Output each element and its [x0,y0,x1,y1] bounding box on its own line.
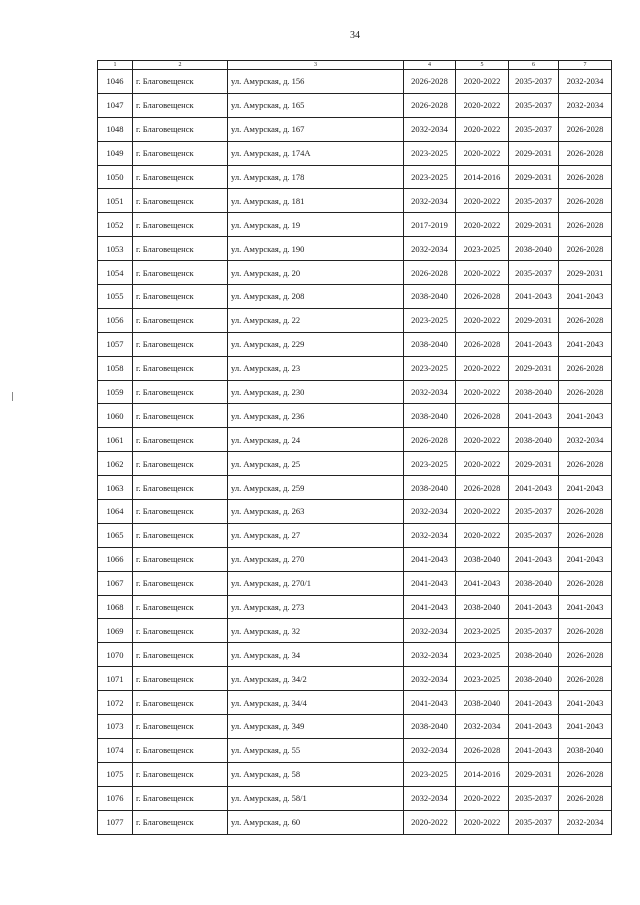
table-row [98,261,612,285]
table-row [98,428,612,452]
table-row [98,667,612,691]
city-cell: г. Благовещенск [133,237,228,261]
column-number: 5 [456,61,509,70]
address-cell: ул. Амурская, д. 174А [228,141,404,165]
row-number: 1068 [98,595,133,619]
address-cell: ул. Амурская, д. 259 [228,476,404,500]
period-col5-cell: 2020-2022 [456,93,509,117]
table-row [98,762,612,786]
period-col7-cell: 2041-2043 [559,404,612,428]
period-col4-cell: 2041-2043 [404,691,456,715]
period-col7-cell: 2041-2043 [559,332,612,356]
address-cell: ул. Амурская, д. 23 [228,356,404,380]
city-cell: г. Благовещенск [133,189,228,213]
table-row [98,237,612,261]
city-cell: г. Благовещенск [133,141,228,165]
table-row [98,404,612,428]
address-cell: ул. Амурская, д. 19 [228,213,404,237]
address-cell: ул. Амурская, д. 55 [228,738,404,762]
address-cell: ул. Амурская, д. 236 [228,404,404,428]
period-col7-cell: 2026-2028 [559,117,612,141]
period-col5-cell: 2020-2022 [456,308,509,332]
city-cell: г. Благовещенск [133,404,228,428]
period-col7-cell: 2026-2028 [559,356,612,380]
period-col4-cell: 2038-2040 [404,332,456,356]
address-cell: ул. Амурская, д. 60 [228,810,404,834]
period-col4-cell: 2032-2034 [404,643,456,667]
period-col7-cell: 2026-2028 [559,523,612,547]
period-col4-cell: 2032-2034 [404,380,456,404]
period-col4-cell: 2032-2034 [404,738,456,762]
period-col6-cell: 2035-2037 [509,500,559,524]
period-col6-cell: 2038-2040 [509,667,559,691]
table-row [98,810,612,834]
city-cell: г. Благовещенск [133,356,228,380]
row-number: 1073 [98,715,133,739]
row-number: 1067 [98,571,133,595]
city-cell: г. Благовещенск [133,93,228,117]
period-col6-cell: 2029-2031 [509,356,559,380]
period-col6-cell: 2041-2043 [509,547,559,571]
column-number: 7 [559,61,612,70]
period-col5-cell: 2026-2028 [456,404,509,428]
column-number: 4 [404,61,456,70]
table-row [98,308,612,332]
period-col7-cell: 2032-2034 [559,428,612,452]
period-col5-cell: 2023-2025 [456,619,509,643]
period-col4-cell: 2032-2034 [404,237,456,261]
period-col5-cell: 2038-2040 [456,547,509,571]
row-number: 1071 [98,667,133,691]
address-cell: ул. Амурская, д. 229 [228,332,404,356]
period-col7-cell: 2041-2043 [559,595,612,619]
period-col7-cell: 2032-2034 [559,810,612,834]
period-col5-cell: 2014-2016 [456,762,509,786]
address-cell: ул. Амурская, д. 27 [228,523,404,547]
period-col7-cell: 2026-2028 [559,786,612,810]
period-col7-cell: 2041-2043 [559,691,612,715]
period-col5-cell: 2020-2022 [456,356,509,380]
period-col5-cell: 2020-2022 [456,452,509,476]
period-col4-cell: 2038-2040 [404,476,456,500]
table-row [98,643,612,667]
period-col4-cell: 2041-2043 [404,547,456,571]
address-cell: ул. Амурская, д. 25 [228,452,404,476]
period-col4-cell: 2026-2028 [404,70,456,94]
address-cell: ул. Амурская, д. 270 [228,547,404,571]
period-col7-cell: 2026-2028 [559,237,612,261]
period-col6-cell: 2038-2040 [509,643,559,667]
period-col6-cell: 2035-2037 [509,261,559,285]
row-number: 1076 [98,786,133,810]
period-col5-cell: 2020-2022 [456,141,509,165]
table-row [98,691,612,715]
row-number: 1059 [98,380,133,404]
address-cell: ул. Амурская, д. 156 [228,70,404,94]
table-row [98,380,612,404]
period-col6-cell: 2041-2043 [509,476,559,500]
row-number: 1053 [98,237,133,261]
period-col6-cell: 2041-2043 [509,332,559,356]
table-row [98,356,612,380]
period-col7-cell: 2041-2043 [559,476,612,500]
period-col7-cell: 2026-2028 [559,141,612,165]
period-col5-cell: 2023-2025 [456,237,509,261]
table-row [98,70,612,94]
period-col4-cell: 2032-2034 [404,117,456,141]
row-number: 1069 [98,619,133,643]
row-number: 1050 [98,165,133,189]
column-number: 2 [133,61,228,70]
period-col5-cell: 2020-2022 [456,213,509,237]
period-col6-cell: 2035-2037 [509,786,559,810]
period-col4-cell: 2017-2019 [404,213,456,237]
period-col4-cell: 2038-2040 [404,404,456,428]
address-cell: ул. Амурская, д. 34/4 [228,691,404,715]
city-cell: г. Благовещенск [133,595,228,619]
row-number: 1052 [98,213,133,237]
table-row [98,285,612,309]
row-number: 1049 [98,141,133,165]
period-col5-cell: 2020-2022 [456,117,509,141]
row-number: 1056 [98,308,133,332]
scan-artifact [12,392,13,401]
period-col5-cell: 2032-2034 [456,715,509,739]
period-col6-cell: 2035-2037 [509,93,559,117]
city-cell: г. Благовещенск [133,547,228,571]
period-col6-cell: 2029-2031 [509,452,559,476]
column-number: 1 [98,61,133,70]
period-col6-cell: 2035-2037 [509,619,559,643]
column-number-row [98,61,612,70]
period-col6-cell: 2038-2040 [509,428,559,452]
period-col5-cell: 2026-2028 [456,738,509,762]
address-cell: ул. Амурская, д. 22 [228,308,404,332]
period-col7-cell: 2026-2028 [559,667,612,691]
address-cell: ул. Амурская, д. 20 [228,261,404,285]
city-cell: г. Благовещенск [133,70,228,94]
period-col7-cell: 2038-2040 [559,738,612,762]
period-col4-cell: 2041-2043 [404,595,456,619]
table-row [98,500,612,524]
address-cell: ул. Амурская, д. 178 [228,165,404,189]
table-row [98,452,612,476]
registry-table-body [98,61,612,835]
period-col6-cell: 2041-2043 [509,691,559,715]
period-col6-cell: 2035-2037 [509,189,559,213]
row-number: 1051 [98,189,133,213]
row-number: 1060 [98,404,133,428]
row-number: 1062 [98,452,133,476]
page-number: 34 [350,30,360,41]
table-row [98,547,612,571]
address-cell: ул. Амурская, д. 230 [228,380,404,404]
period-col5-cell: 2020-2022 [456,380,509,404]
period-col4-cell: 2023-2025 [404,308,456,332]
address-cell: ул. Амурская, д. 208 [228,285,404,309]
period-col4-cell: 2023-2025 [404,762,456,786]
period-col4-cell: 2026-2028 [404,428,456,452]
period-col6-cell: 2035-2037 [509,523,559,547]
period-col7-cell: 2041-2043 [559,547,612,571]
period-col4-cell: 2032-2034 [404,667,456,691]
period-col4-cell: 2032-2034 [404,189,456,213]
address-cell: ул. Амурская, д. 190 [228,237,404,261]
period-col7-cell: 2041-2043 [559,285,612,309]
city-cell: г. Благовещенск [133,332,228,356]
row-number: 1072 [98,691,133,715]
table-row [98,738,612,762]
period-col4-cell: 2023-2025 [404,141,456,165]
period-col6-cell: 2029-2031 [509,213,559,237]
period-col6-cell: 2029-2031 [509,165,559,189]
period-col4-cell: 2032-2034 [404,523,456,547]
period-col6-cell: 2038-2040 [509,380,559,404]
period-col5-cell: 2041-2043 [456,571,509,595]
period-col5-cell: 2038-2040 [456,595,509,619]
city-cell: г. Благовещенск [133,762,228,786]
period-col6-cell: 2029-2031 [509,762,559,786]
table-row [98,571,612,595]
period-col6-cell: 2035-2037 [509,810,559,834]
period-col7-cell: 2026-2028 [559,308,612,332]
city-cell: г. Благовещенск [133,285,228,309]
row-number: 1065 [98,523,133,547]
period-col5-cell: 2026-2028 [456,476,509,500]
city-cell: г. Благовещенск [133,571,228,595]
period-col7-cell: 2032-2034 [559,93,612,117]
period-col6-cell: 2041-2043 [509,595,559,619]
registry-table [97,60,612,835]
city-cell: г. Благовещенск [133,428,228,452]
address-cell: ул. Амурская, д. 58/1 [228,786,404,810]
period-col7-cell: 2026-2028 [559,213,612,237]
period-col4-cell: 2032-2034 [404,500,456,524]
row-number: 1074 [98,738,133,762]
period-col6-cell: 2041-2043 [509,404,559,428]
table-row [98,141,612,165]
period-col6-cell: 2035-2037 [509,117,559,141]
row-number: 1055 [98,285,133,309]
address-cell: ул. Амурская, д. 58 [228,762,404,786]
city-cell: г. Благовещенск [133,165,228,189]
city-cell: г. Благовещенск [133,476,228,500]
table-row [98,595,612,619]
city-cell: г. Благовещенск [133,308,228,332]
row-number: 1061 [98,428,133,452]
period-col7-cell: 2026-2028 [559,380,612,404]
period-col7-cell: 2026-2028 [559,619,612,643]
column-number: 6 [509,61,559,70]
period-col5-cell: 2026-2028 [456,332,509,356]
row-number: 1048 [98,117,133,141]
address-cell: ул. Амурская, д. 34/2 [228,667,404,691]
address-cell: ул. Амурская, д. 24 [228,428,404,452]
period-col4-cell: 2026-2028 [404,93,456,117]
table-row [98,332,612,356]
city-cell: г. Благовещенск [133,667,228,691]
period-col7-cell: 2032-2034 [559,70,612,94]
period-col7-cell: 2026-2028 [559,571,612,595]
row-number: 1046 [98,70,133,94]
period-col5-cell: 2020-2022 [456,786,509,810]
address-cell: ул. Амурская, д. 263 [228,500,404,524]
address-cell: ул. Амурская, д. 273 [228,595,404,619]
period-col6-cell: 2029-2031 [509,141,559,165]
period-col5-cell: 2026-2028 [456,285,509,309]
row-number: 1058 [98,356,133,380]
address-cell: ул. Амурская, д. 167 [228,117,404,141]
city-cell: г. Благовещенск [133,619,228,643]
period-col6-cell: 2041-2043 [509,715,559,739]
row-number: 1070 [98,643,133,667]
period-col4-cell: 2026-2028 [404,261,456,285]
period-col5-cell: 2038-2040 [456,691,509,715]
row-number: 1047 [98,93,133,117]
table-row [98,117,612,141]
address-cell: ул. Амурская, д. 32 [228,619,404,643]
city-cell: г. Благовещенск [133,500,228,524]
period-col7-cell: 2026-2028 [559,500,612,524]
city-cell: г. Благовещенск [133,643,228,667]
city-cell: г. Благовещенск [133,691,228,715]
period-col5-cell: 2023-2025 [456,643,509,667]
period-col7-cell: 2026-2028 [559,762,612,786]
period-col4-cell: 2023-2025 [404,452,456,476]
table-row [98,93,612,117]
table-row [98,165,612,189]
period-col5-cell: 2020-2022 [456,189,509,213]
period-col5-cell: 2020-2022 [456,523,509,547]
city-cell: г. Благовещенск [133,715,228,739]
period-col6-cell: 2041-2043 [509,285,559,309]
period-col7-cell: 2026-2028 [559,189,612,213]
period-col4-cell: 2020-2022 [404,810,456,834]
period-col7-cell: 2026-2028 [559,643,612,667]
table-row [98,715,612,739]
table-row [98,786,612,810]
address-cell: ул. Амурская, д. 349 [228,715,404,739]
table-row [98,213,612,237]
city-cell: г. Благовещенск [133,261,228,285]
period-col5-cell: 2020-2022 [456,500,509,524]
address-cell: ул. Амурская, д. 34 [228,643,404,667]
row-number: 1075 [98,762,133,786]
table-row [98,189,612,213]
row-number: 1064 [98,500,133,524]
period-col6-cell: 2035-2037 [509,70,559,94]
period-col7-cell: 2026-2028 [559,165,612,189]
period-col6-cell: 2038-2040 [509,571,559,595]
city-cell: г. Благовещенск [133,452,228,476]
period-col4-cell: 2041-2043 [404,571,456,595]
city-cell: г. Благовещенск [133,380,228,404]
period-col5-cell: 2014-2016 [456,165,509,189]
city-cell: г. Благовещенск [133,738,228,762]
period-col6-cell: 2038-2040 [509,237,559,261]
table-row [98,476,612,500]
city-cell: г. Благовещенск [133,117,228,141]
city-cell: г. Благовещенск [133,810,228,834]
city-cell: г. Благовещенск [133,786,228,810]
period-col5-cell: 2023-2025 [456,667,509,691]
row-number: 1063 [98,476,133,500]
row-number: 1057 [98,332,133,356]
period-col6-cell: 2029-2031 [509,308,559,332]
period-col4-cell: 2038-2040 [404,285,456,309]
row-number: 1077 [98,810,133,834]
table-row [98,523,612,547]
address-cell: ул. Амурская, д. 270/1 [228,571,404,595]
period-col7-cell: 2041-2043 [559,715,612,739]
period-col4-cell: 2038-2040 [404,715,456,739]
table-row [98,619,612,643]
period-col6-cell: 2041-2043 [509,738,559,762]
period-col5-cell: 2020-2022 [456,428,509,452]
row-number: 1054 [98,261,133,285]
period-col4-cell: 2023-2025 [404,356,456,380]
row-number: 1066 [98,547,133,571]
address-cell: ул. Амурская, д. 181 [228,189,404,213]
period-col5-cell: 2020-2022 [456,810,509,834]
period-col4-cell: 2032-2034 [404,786,456,810]
city-cell: г. Благовещенск [133,523,228,547]
period-col7-cell: 2026-2028 [559,452,612,476]
city-cell: г. Благовещенск [133,213,228,237]
period-col4-cell: 2023-2025 [404,165,456,189]
column-number: 3 [228,61,404,70]
period-col5-cell: 2020-2022 [456,261,509,285]
period-col5-cell: 2020-2022 [456,70,509,94]
period-col7-cell: 2029-2031 [559,261,612,285]
period-col4-cell: 2032-2034 [404,619,456,643]
address-cell: ул. Амурская, д. 165 [228,93,404,117]
